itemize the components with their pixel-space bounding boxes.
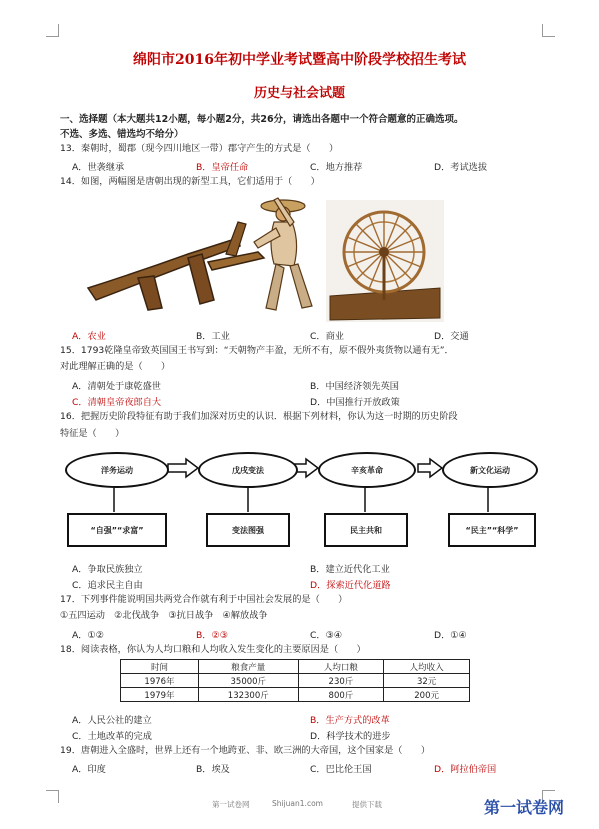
corner-mark bbox=[46, 790, 59, 803]
corner-mark bbox=[46, 24, 59, 37]
q18-option-d: D．科学技术的进步 bbox=[310, 731, 391, 742]
q13-option-c: C．地方推荐 bbox=[310, 162, 363, 173]
q13-option-d: D．考试选拔 bbox=[434, 162, 488, 173]
table-cell: 230斤 bbox=[298, 674, 384, 688]
footer-mid: Shijuan1.com bbox=[272, 799, 323, 808]
table-cell: 35000斤 bbox=[199, 674, 299, 688]
q19-option-c: C．巴比伦王国 bbox=[310, 764, 372, 775]
q19-option-d: D．阿拉伯帝国 bbox=[434, 764, 497, 775]
q19-option-a: A．印度 bbox=[72, 764, 106, 775]
corner-mark bbox=[542, 24, 555, 37]
q14-option-a: A．农业 bbox=[72, 331, 106, 342]
q17-option-b: B．②③ bbox=[196, 630, 228, 641]
q16-option-c: C．追求民主自由 bbox=[72, 580, 143, 591]
table-header: 时间 bbox=[121, 660, 199, 674]
q13-option-a: A．世袭继承 bbox=[72, 162, 125, 173]
timeline-oval-revolution: 辛亥革命 bbox=[318, 452, 416, 488]
exam-subtitle: 历史与社会试题 bbox=[253, 86, 345, 101]
q16-option-a: A．争取民族独立 bbox=[72, 564, 143, 575]
table-cell: 800斤 bbox=[298, 688, 384, 702]
q13-stem: 13．秦朝时，蜀郡（现今四川地区一带）郡守产生的方式是（ ） bbox=[60, 143, 339, 154]
timeline-box-new-culture: “民主”“科学” bbox=[448, 513, 536, 547]
q15-stem-line2: 对此理解正确的是（ ） bbox=[60, 361, 171, 372]
q18-stem: 18．阅读表格，你认为人均口粮和人均收入发生变化的主要原因是（ ） bbox=[60, 644, 366, 655]
footer-right: 提供下载 bbox=[352, 800, 382, 809]
timeline-box-westernization: “自强”“求富” bbox=[67, 513, 167, 547]
q15-option-a: A．清朝处于康乾盛世 bbox=[72, 381, 161, 392]
q15-option-b: B．中国经济领先英国 bbox=[310, 381, 399, 392]
table-header: 人均收入 bbox=[384, 660, 470, 674]
q15-stem-line1: 15．1793乾隆皇帝致英国国王书写到：“天朝物产丰盈，无所不有，原不假外夷货物以通有无”． bbox=[60, 345, 454, 356]
table-cell: 132300斤 bbox=[199, 688, 299, 702]
brand-logo: 第一试卷网 bbox=[484, 798, 565, 817]
q14-option-c: C．商业 bbox=[310, 331, 344, 342]
q13-option-b: B．皇帝任命 bbox=[196, 162, 249, 173]
timeline-box-revolution: 民主共和 bbox=[324, 513, 408, 547]
q19-stem: 19．唐朝进入全盛时，世界上还有一个地跨亚、非、欧三洲的大帝国，这个国家是（ ） bbox=[60, 745, 431, 756]
q16-stem-line2: 特征是（ ） bbox=[60, 428, 125, 439]
plow-illustration bbox=[78, 192, 320, 320]
exam-title: 绵阳市2016年初中学业考试暨高中阶段学校招生考试 bbox=[133, 52, 466, 68]
q18-option-a: A．人民公社的建立 bbox=[72, 715, 152, 726]
q17-stem: 17．下列事件能说明国共两党合作就有利于中国社会发展的是（ ） bbox=[60, 594, 348, 605]
table-cell: 1979年 bbox=[121, 688, 199, 702]
footer-left: 第一试卷网 bbox=[212, 800, 250, 809]
table-cell: 32元 bbox=[384, 674, 470, 688]
timeline-oval-reform: 戊戌变法 bbox=[198, 452, 298, 488]
table-row bbox=[121, 674, 470, 688]
q14-stem: 14．如图，两幅图是唐朝出现的新型工具，它们适用于（ ） bbox=[60, 176, 320, 187]
section-heading: 一、选择题（本大题共12小题，每小题2分，共26分，请选出各题中一个符合题意的正确选项。 bbox=[60, 114, 464, 125]
q18-option-b: B．生产方式的改革 bbox=[310, 715, 390, 726]
table-header-row bbox=[121, 660, 470, 674]
q18-table bbox=[120, 659, 470, 702]
q15-option-c: C．清朝皇帝夜郎自大 bbox=[72, 397, 162, 408]
q16-option-b: B．建立近代化工业 bbox=[310, 564, 390, 575]
q16-option-d: D．探索近代化道路 bbox=[310, 580, 391, 591]
q17-items: ①五四运动 ②北伐战争 ③抗日战争 ④解放战争 bbox=[60, 610, 268, 621]
q19-option-b: B．埃及 bbox=[196, 764, 230, 775]
timeline-oval-westernization: 洋务运动 bbox=[65, 452, 169, 488]
waterwheel-illustration bbox=[326, 200, 444, 322]
q16-stem-line1: 16．把握历史阶段特征有助于我们加深对历史的认识．根据下列材料，你认为这一时期的历史阶段 bbox=[60, 411, 458, 422]
table-header: 粮食产量 bbox=[199, 660, 299, 674]
table-row bbox=[121, 688, 470, 702]
q15-option-d: D．中国推行开放政策 bbox=[310, 397, 400, 408]
q17-option-d: D．①④ bbox=[434, 630, 467, 641]
q17-option-a: A．①② bbox=[72, 630, 104, 641]
q17-option-c: C．③④ bbox=[310, 630, 343, 641]
table-cell: 200元 bbox=[384, 688, 470, 702]
table-header: 人均口粮 bbox=[298, 660, 384, 674]
q14-option-b: B．工业 bbox=[196, 331, 230, 342]
q14-option-d: D．交通 bbox=[434, 331, 469, 342]
section-note: 不选、多选、错选均不给分） bbox=[60, 129, 184, 140]
table-cell: 1976年 bbox=[121, 674, 199, 688]
timeline-oval-new-culture: 新文化运动 bbox=[442, 452, 538, 488]
timeline-box-reform: 变法图强 bbox=[206, 513, 290, 547]
q18-option-c: C．土地改革的完成 bbox=[72, 731, 152, 742]
